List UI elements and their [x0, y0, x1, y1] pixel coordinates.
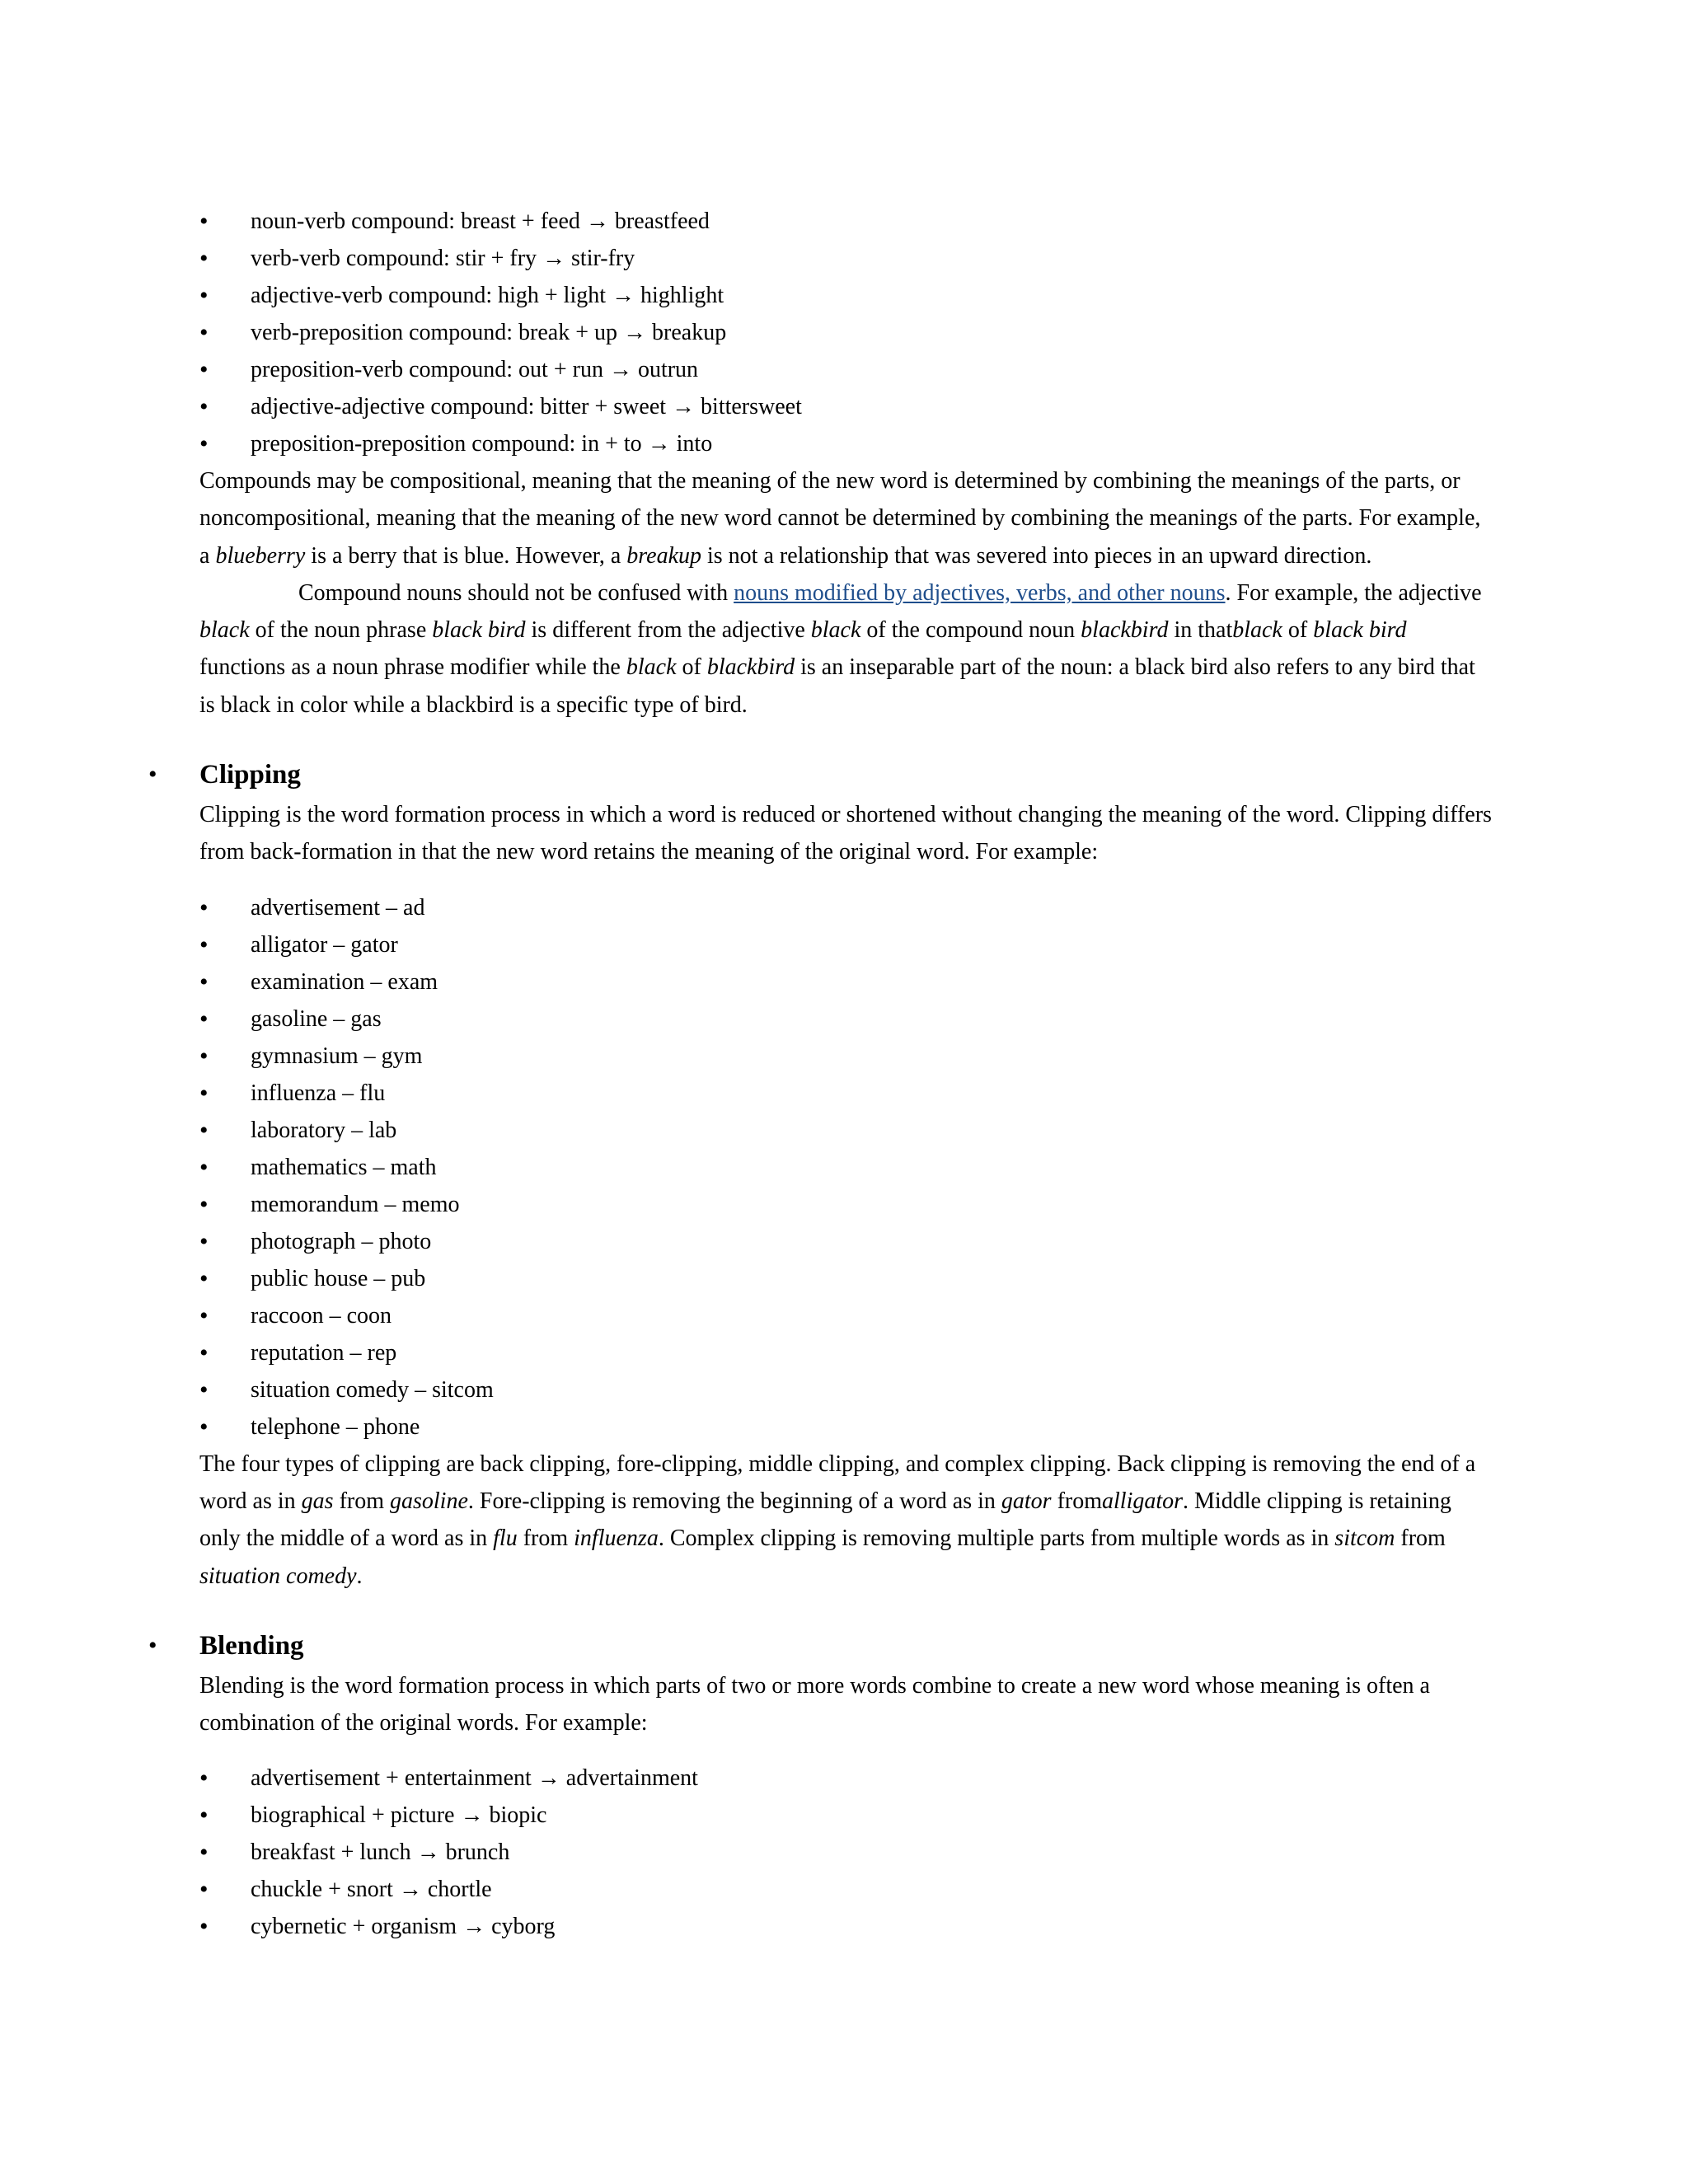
content-column: [148, 203, 1493, 1945]
list-item: • cybernetic + organism → cyborg: [199, 1908, 1493, 1945]
list-item: • reputation – rep: [199, 1334, 1493, 1371]
text-run: The four types of clipping are back clipping, fore-clipping, middle clipping, and complex clipping. Back clipping is removing the end of a word as in: [199, 1451, 1476, 1514]
list-item: • gasoline – gas: [199, 1001, 1493, 1038]
italic-term: black bird: [1313, 617, 1407, 644]
italic-term: flu: [493, 1526, 518, 1552]
compound-examples-list: [199, 203, 1493, 462]
list-item: • adjective-adjective compound: bitter + sweet → bittersweet: [199, 388, 1493, 425]
nouns-modified-link[interactable]: nouns modified by adjectives, verbs, and other nouns: [734, 579, 1226, 606]
italic-term: blackbird: [706, 654, 795, 681]
text-run: from: [1395, 1526, 1446, 1552]
italic-term: black: [626, 654, 677, 681]
text-run: of the noun phrase: [249, 617, 433, 644]
text-run: . Middle clipping is retaining only the middle of a word as in: [199, 1488, 1451, 1552]
italic-term: black bird: [432, 617, 526, 644]
italic-term: breakup: [626, 542, 701, 569]
compound-nouns-paragraph: [199, 574, 1493, 724]
italic-term: black: [199, 617, 250, 644]
italic-term: black: [810, 617, 861, 644]
section-heading: Clipping: [199, 760, 301, 790]
text-run: functions as a noun phrase modifier while the: [199, 654, 626, 681]
list-item: • alligator – gator: [199, 926, 1493, 963]
text-run: is an inseparable part of the noun: a black bird also refers to any bird that is black in color while a blackbird is a specific type of bird.: [199, 654, 1475, 718]
italic-term: alligator: [1102, 1488, 1184, 1514]
list-item: • laboratory – lab: [199, 1112, 1493, 1149]
list-item: • preposition-preposition compound: in + to → into: [199, 425, 1493, 462]
italic-term: blueberry: [215, 542, 306, 569]
list-item: • verb-verb compound: stir + fry → stir-fry: [199, 240, 1493, 277]
text-run: of: [1282, 617, 1314, 644]
text-run: from: [1051, 1488, 1103, 1514]
list-item: • breakfast + lunch → brunch: [199, 1834, 1493, 1871]
italic-term: situation comedy: [199, 1563, 357, 1589]
list-item: • preposition-verb compound: out + run → outrun: [199, 351, 1493, 388]
italic-term: gas: [301, 1488, 334, 1514]
list-item: • raccoon – coon: [199, 1297, 1493, 1334]
italic-term: blackbird: [1081, 617, 1169, 644]
clipping-section: [148, 753, 1493, 1595]
list-item: • gymnasium – gym: [199, 1038, 1493, 1075]
text-run: of the compound noun: [860, 617, 1081, 644]
list-item: • adjective-verb compound: high + light → highlight: [199, 277, 1493, 314]
section-heading: Blending: [199, 1630, 304, 1661]
italic-term: sitcom: [1334, 1526, 1395, 1552]
text-run: .: [356, 1563, 363, 1589]
list-item: • public house – pub: [199, 1260, 1493, 1297]
list-item: • situation comedy – sitcom: [199, 1371, 1493, 1408]
text-run: from: [333, 1488, 390, 1514]
list-item: • advertisement – ad: [199, 889, 1493, 926]
clipping-intro: Clipping is the word formation process in which a word is reduced or shortened without changing the meaning of the word. Clipping differs from back-formation in that the new word retains the meaning of the original word. For example:: [199, 802, 1492, 865]
list-item: • photograph – photo: [199, 1223, 1493, 1260]
text-run: is not a relationship that was severed into pieces in an upward direction.: [701, 542, 1372, 569]
text-run: Compounds may be compositional, meaning that the meaning of the new word is determined by combining the meanings of the parts, or noncompositional, meaning that the meaning of the new word cannot be determined by combining the meanings of the parts. For example, a: [199, 468, 1481, 569]
compositional-paragraph: [199, 462, 1493, 574]
section-bullet-icon: •: [148, 761, 157, 789]
list-item: • biographical + picture → biopic: [199, 1797, 1493, 1834]
section-bullet-icon: •: [148, 1631, 157, 1659]
italic-term: influenza: [574, 1526, 659, 1552]
list-item: • advertisement + entertainment → advertainment: [199, 1760, 1493, 1797]
list-item: • noun-verb compound: breast + feed → breastfeed: [199, 203, 1493, 240]
clipping-examples-list: [199, 889, 1493, 1446]
blending-section: [148, 1624, 1493, 1946]
italic-term: black: [1232, 617, 1282, 644]
italic-term: gasoline: [390, 1488, 468, 1514]
text-run: . Complex clipping is removing multiple parts from multiple words as in: [658, 1526, 1335, 1552]
text-run: . Fore-clipping is removing the beginning of a word as in: [467, 1488, 1001, 1514]
text-run: from: [517, 1526, 574, 1552]
text-run: of: [676, 654, 707, 681]
list-item: • examination – exam: [199, 963, 1493, 1001]
list-item: • influenza – flu: [199, 1075, 1493, 1112]
list-item: • verb-preposition compound: break + up → breakup: [199, 314, 1493, 351]
text-run: is different from the adjective: [525, 617, 811, 644]
clipping-types-paragraph: [199, 1446, 1493, 1595]
text-run: in that: [1168, 617, 1233, 644]
text-run: is a berry that is blue. However, a: [305, 542, 627, 569]
list-item: • telephone – phone: [199, 1408, 1493, 1446]
blending-examples-list: [199, 1760, 1493, 1945]
text-run: Compound nouns should not be confused with: [298, 579, 734, 606]
list-item: • mathematics – math: [199, 1149, 1493, 1186]
list-item: • memorandum – memo: [199, 1186, 1493, 1223]
blending-intro: Blending is the word formation process in which parts of two or more words combine to create a new word whose meaning is often a combination of the original words. For example:: [199, 1672, 1430, 1736]
list-item: • chuckle + snort → chortle: [199, 1871, 1493, 1908]
text-run: . For example, the adjective: [1225, 579, 1482, 606]
italic-term: gator: [1001, 1488, 1052, 1514]
